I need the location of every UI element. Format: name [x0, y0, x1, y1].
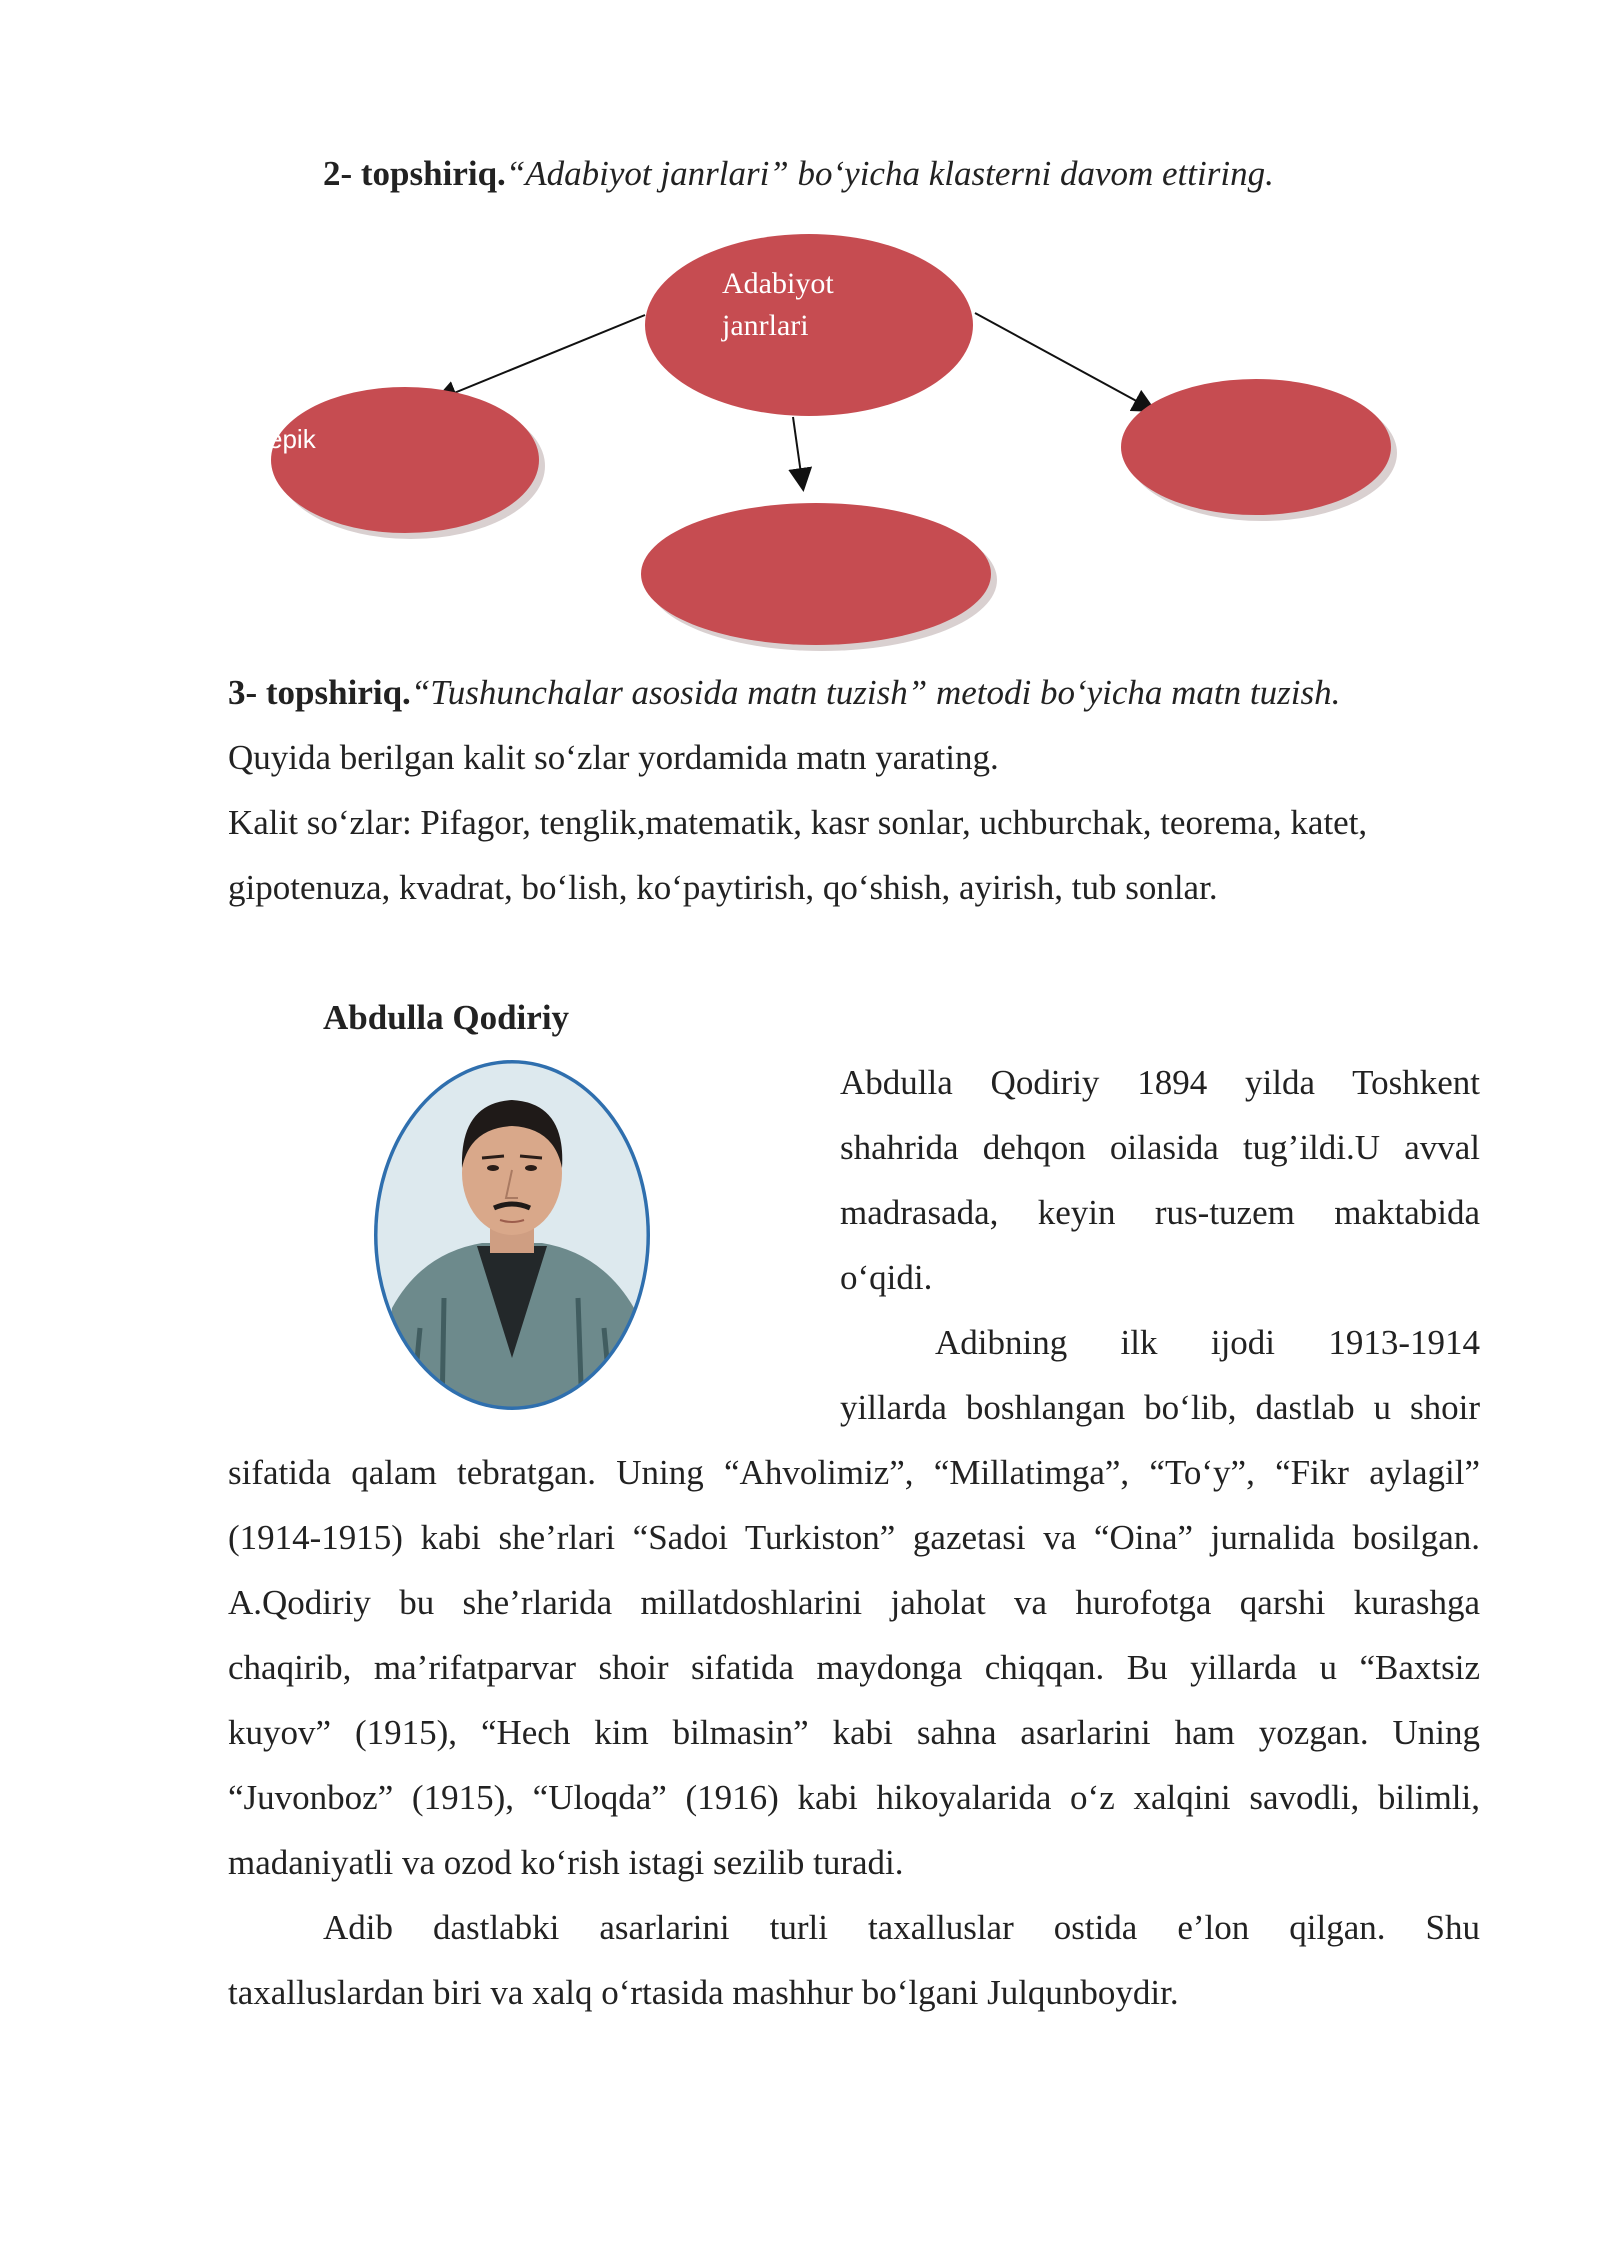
- task3-number: 3- topshiriq.: [228, 673, 411, 712]
- bio-right-line2: shahrida dehqon oilasida tug’ildi.U avval: [840, 1128, 1480, 1167]
- bio-line-2: (1914-1915) kabi she’rlari “Sadoi Turkiston” gazetasi va “Oina” jurnalida bosilgan.: [228, 1518, 1480, 1557]
- task3-keywords-line2: gipotenuza, kvadrat, bo‘lish, ko‘paytirish, qo‘shish, ayirish, tub sonlar.: [228, 868, 1218, 907]
- bio-para2-line2: taxalluslardan biri va xalq o‘rtasida mashhur bo‘lgani Julqunboydir.: [228, 1973, 1179, 2012]
- left-bubble-label: epik: [268, 424, 316, 454]
- bio-line-6: “Juvonboz” (1915), “Uloqda” (1916) kabi hikoyalarida o‘z xalqini savodli, bilimli,: [228, 1778, 1480, 1817]
- middle-bubble: [641, 503, 991, 645]
- task3-keywords-line1: Kalit so‘zlar: Pifagor, tenglik,matematik, kasr sonlar, uchburchak, teorema, katet,: [228, 803, 1368, 842]
- right-bubble: [1121, 379, 1391, 515]
- task3-method: “Tushunchalar asosida matn tuzish”: [410, 673, 928, 712]
- task2-heading: [323, 150, 1274, 198]
- bio-line-5: kuyov” (1915), “Hech kim bilmasin” kabi sahna asarlarini ham yozgan. Uning: [228, 1713, 1480, 1752]
- bio-line-4: chaqirib, ma’rifatparvar shoir sifatida maydonga chiqqan. Bu yillarda u “Baxtsiz: [228, 1648, 1480, 1687]
- bio-right-line6: yillarda boshlangan bo‘lib, dastlab u shoir: [840, 1388, 1480, 1427]
- left-bubble: [271, 387, 539, 533]
- task2-instruction: “Adabiyot janrlari” bo‘yicha klasterni davom ettiring.: [505, 154, 1274, 193]
- bio-line-3: A.Qodiriy bu she’rlarida millatdoshlarini jaholat va hurofotga qarshi kurashga: [228, 1583, 1480, 1622]
- task3-heading: [228, 669, 1340, 717]
- bio-para2-line1: Adib dastlabki asarlarini turli taxalluslar ostida e’lon qilgan. Shu: [323, 1908, 1480, 1947]
- bio-right-line5: Adibning ilk ijodi 1913-1914: [935, 1323, 1480, 1362]
- bio-right-line3: madrasada, keyin rus-tuzem maktabida: [840, 1193, 1480, 1232]
- arrow-to-middle: [793, 417, 803, 488]
- portrait-illustration: [372, 1058, 652, 1413]
- center-label-line1: Adabiyot: [722, 267, 834, 300]
- bio-line-7: madaniyatli va ozod ko‘rish istagi sezilib turadi.: [228, 1843, 904, 1882]
- task3-line2: Quyida berilgan kalit so‘zlar yordamida matn yarating.: [228, 738, 999, 777]
- arrow-to-right: [975, 313, 1153, 410]
- center-bubble-label: [722, 263, 834, 347]
- center-label-line2: janrlari: [722, 309, 809, 342]
- bio-title-text: Abdulla Qodiriy: [323, 998, 570, 1037]
- bio-line-1: sifatida qalam tebratgan. Uning “Ahvolimiz”, “Millatimga”, “To‘y”, “Fikr aylagil”: [228, 1453, 1480, 1492]
- task2-number: 2- topshiriq.: [323, 154, 506, 193]
- bio-right-line4: o‘qidi.: [840, 1258, 933, 1297]
- task3-method-tail: metodi bo‘yicha matn tuzish.: [927, 673, 1341, 712]
- bio-title: [323, 994, 569, 1042]
- bio-right-line1: Abdulla Qodiriy 1894 yilda Toshkent: [840, 1063, 1480, 1102]
- arrow-to-left: [437, 315, 645, 400]
